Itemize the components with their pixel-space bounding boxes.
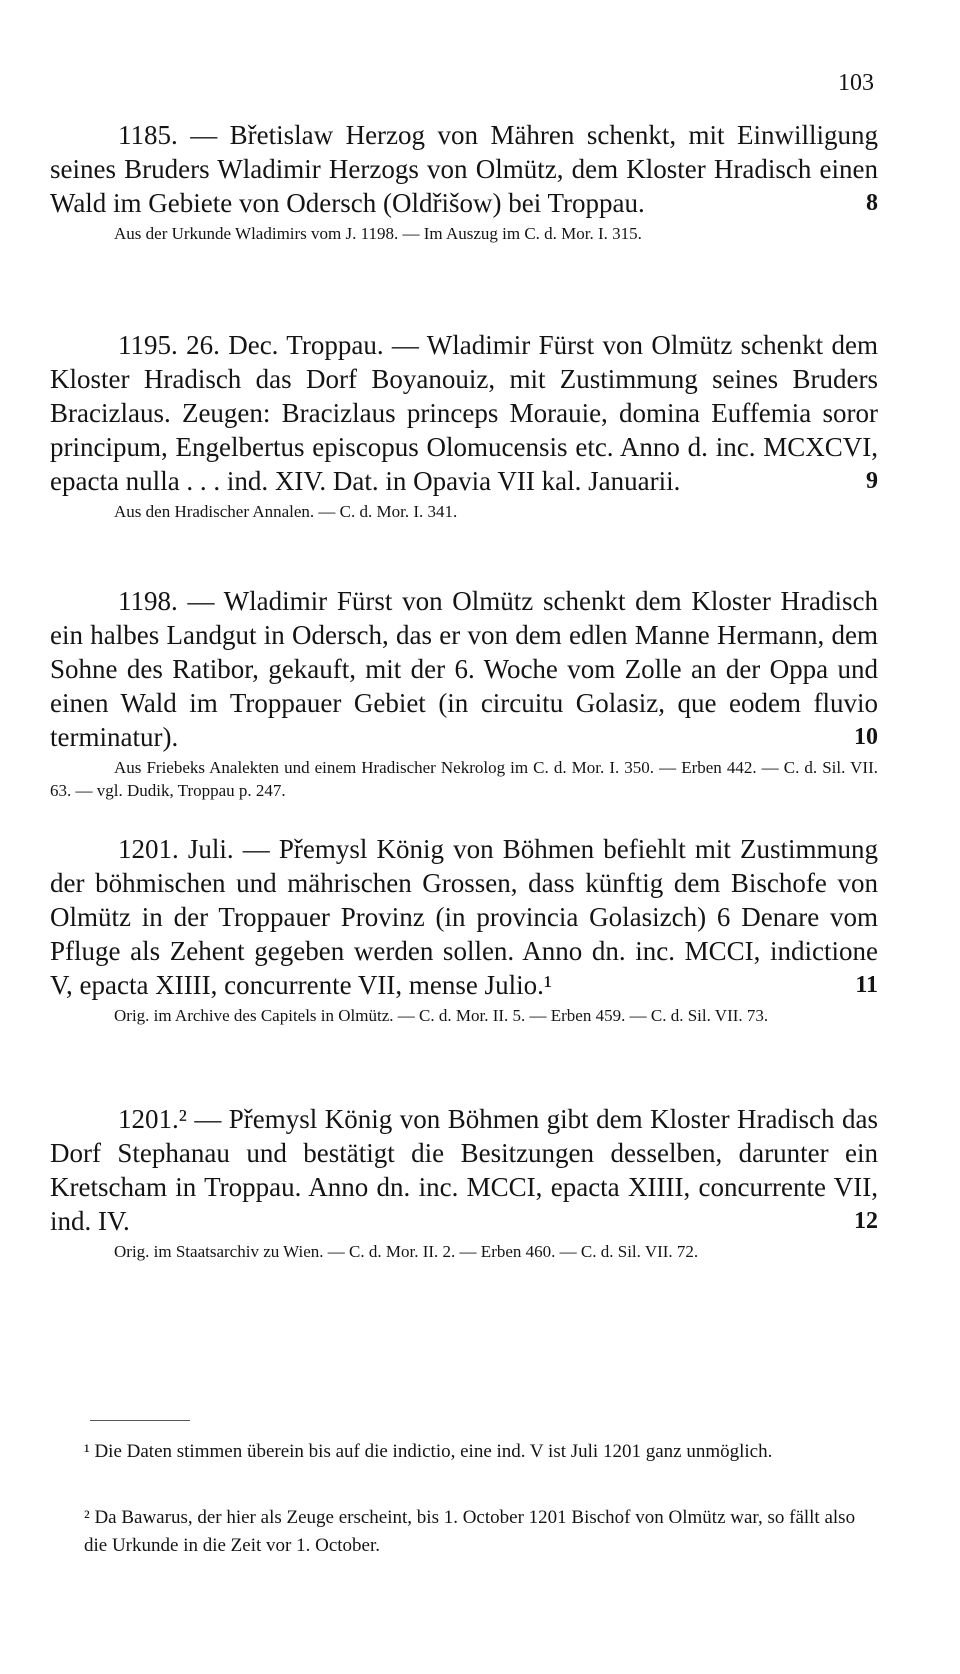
entry-9 bbox=[50, 328, 878, 523]
entry-number: 8 bbox=[866, 190, 878, 216]
entry-number: 12 bbox=[854, 1208, 878, 1234]
entry-text: 1201.² — Přemysl König von Böhmen gibt dem Kloster Hradisch das Dorf Stephanau und bestätigt die Besitzungen desselben, darunter ein Kretscham in Troppau. Anno dn. inc. MCCI, epacta XIIII, concurrente VII, ind. IV. 12 bbox=[50, 1104, 878, 1236]
entry-text: 1195. 26. Dec. Troppau. — Wladimir Fürst von Olmütz schenkt dem Kloster Hradisch das Dorf Boyanouiz, mit Zustimmung seines Bruders Bracizlaus. Zeugen: Bracizlaus princeps Morauie, domina Euffemia soror principum, Engelbertus episcopus Olomucensis etc. Anno d. inc. MCXCVI, epacta nulla . . . ind. XIV. Dat. in Opavia VII kal. Januarii. 9 bbox=[50, 330, 878, 496]
entry-text: 1201. Juli. — Přemysl König von Böhmen befiehlt mit Zustimmung der böhmischen und mährischen Grossen, dass künftig dem Bischofe von Olmütz in der Troppauer Provinz (in provincia Golasizch) 6 Denare vom Pfluge als Zehent gegeben werden sollen. Anno dn. inc. MCCI, indictione V, epacta XIIII, concurrente VII, mense Julio.¹ 11 bbox=[50, 834, 878, 1000]
entry-number: 9 bbox=[866, 468, 878, 494]
entry-source: Orig. im Archive des Capitels in Olmütz. — C. d. Mor. II. 5. — Erben 459. — C. d. Sil. VII. 73. bbox=[114, 1006, 769, 1025]
footnote-2: ² Da Bawarus, der hier als Zeuge erscheint, bis 1. October 1201 Bischof von Olmütz war, so fällt also die Urkunde in die Zeit vor 1. October. bbox=[84, 1507, 856, 1556]
entry-source: Aus den Hradischer Annalen. — C. d. Mor. I. 341. bbox=[114, 502, 458, 521]
entry-8 bbox=[50, 118, 878, 245]
entry-source: Aus Friebeks Analekten und einem Hradischer Nekrolog im C. d. Mor. I. 350. — Erben 442. — C. d. Sil. VII. 63. — vgl. Dudik, Troppau p. 247. bbox=[50, 758, 878, 800]
entry-source: Aus der Urkunde Wladimirs vom J. 1198. — Im Auszug im C. d. Mor. I. 315. bbox=[114, 224, 642, 243]
entry-text: 1185. — Břetislaw Herzog von Mähren schenkt, mit Einwilligung seines Bruders Wladimir Herzogs von Olmütz, dem Kloster Hradisch einen Wald im Gebiete von Odersch (Oldřišow) bei Troppau. 8 bbox=[50, 120, 878, 218]
entry-source: Orig. im Staatsarchiv zu Wien. — C. d. Mor. II. 2. — Erben 460. — C. d. Sil. VII. 72. bbox=[114, 1242, 699, 1261]
footnote-divider bbox=[90, 1420, 190, 1421]
entry-11 bbox=[50, 832, 878, 1027]
entry-number: 10 bbox=[854, 724, 878, 750]
entry-10 bbox=[50, 584, 878, 802]
page-number: 103 bbox=[838, 70, 874, 96]
footnote-1: ¹ Die Daten stimmen überein bis auf die indictio, eine ind. V ist Juli 1201 ganz unmöglich. bbox=[84, 1441, 773, 1462]
entry-text: 1198. — Wladimir Fürst von Olmütz schenkt dem Kloster Hradisch ein halbes Landgut in Odersch, das er von dem edlen Manne Hermann, dem Sohne des Ratibor, gekauft, mit der 6. Woche vom Zolle an der Oppa und einen Wald im Troppauer Gebiet (in circuitu Golasiz, que eodem fluvio terminatur). 10 bbox=[50, 586, 878, 752]
entry-12 bbox=[50, 1102, 878, 1263]
entry-number: 11 bbox=[855, 972, 878, 998]
